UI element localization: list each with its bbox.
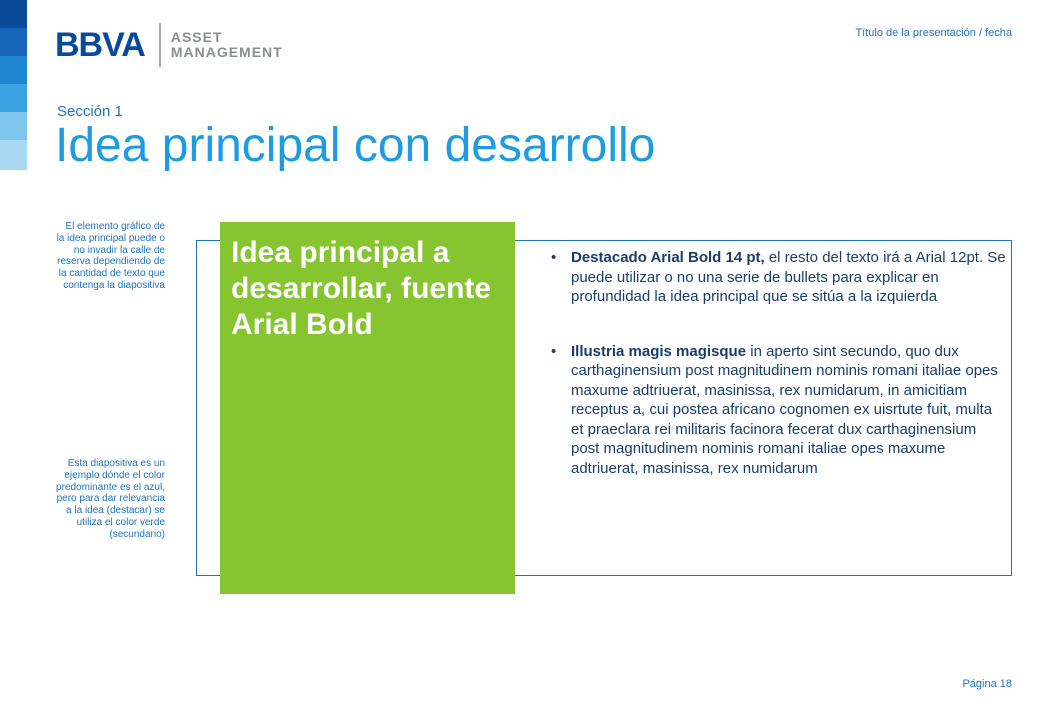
- logo-divider: [159, 23, 161, 67]
- side-note-1: El elemento gráfico de la idea principal puede o no invadir la calle de reserva dependiendo de la cantidad de texto que contenga la diapositiva: [56, 221, 165, 291]
- bullet-dot-icon: •: [551, 342, 557, 360]
- section-label: Sección 1: [57, 103, 123, 120]
- main-idea-text: Idea principal a desarrollar, fuente Arial Bold: [231, 236, 492, 341]
- bbva-asset-management-logo: [55, 23, 283, 67]
- presentation-title-date: Título de la presentación / fecha: [855, 27, 1012, 39]
- logo-subtitle-line2: MANAGEMENT: [170, 44, 283, 60]
- bullet-dot-icon: •: [551, 249, 557, 266]
- side-note-2: Esta diapositiva es un ejemplo dónde el color predominante es el azul, pero para dar relevancia a la idea (destacar) se utiliza el color verde (secundario): [56, 458, 165, 540]
- bullet-text: el resto del texto irá a Arial 12pt. Se puede utilizar o no una serie de bullets para explicar en profundidad la idea principal que se sitúa a la izquierda: [571, 249, 1006, 305]
- page-number: Página 18: [962, 678, 1012, 690]
- bullet-list: [551, 248, 1006, 478]
- bullet-text: in aperto sint secundo, quo dux carthaginensium post magnitudinem nominis romani italiae opes maxume adtriuerat, masinissa, rex numidarum, in amicitiam receptus a, cui postea africano cognomen ex uisrtute fuit, multa et praeclara rei militaris facinora fecerat dux carthaginensium post magnitudinem nominis romani italiae opes maxume adtriuerat, masinissa, rex numidarum: [571, 342, 998, 477]
- brand-stripe-1: [0, 0, 27, 28]
- logo-subtitle-line1: ASSET: [170, 29, 223, 45]
- brand-stripe-3: [0, 56, 27, 84]
- brand-stripe-4: [0, 84, 27, 112]
- bullet-bold: Destacado Arial Bold 14 pt,: [571, 249, 765, 266]
- brand-stripe-2: [0, 28, 27, 56]
- logo-subtitle: [171, 30, 283, 60]
- brand-stripe-6: [0, 140, 27, 170]
- brand-stripe-5: [0, 112, 27, 140]
- bullet-bold: Illustria magis magisque: [571, 342, 747, 360]
- page-title: Idea principal con desarrollo: [55, 119, 656, 172]
- bullet-item: [551, 342, 1006, 479]
- logo-brand: BBVA: [55, 26, 145, 64]
- bullet-item: [551, 248, 1006, 307]
